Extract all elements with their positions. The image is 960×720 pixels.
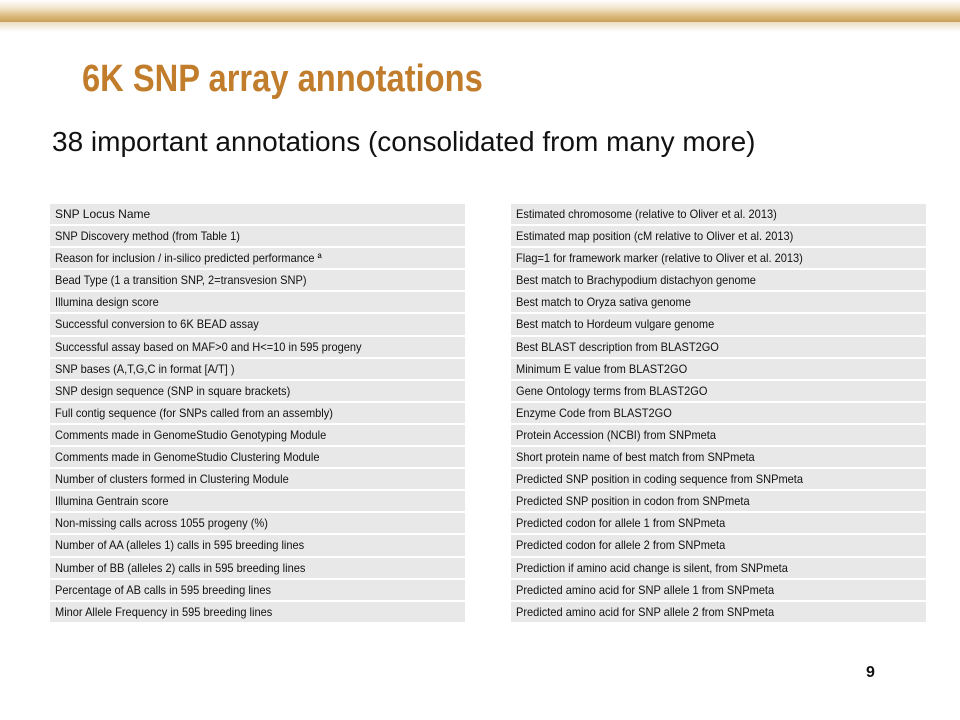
annotation-row: Best match to Brachypodium distachyon genome (511, 270, 926, 292)
annotation-row: Enzyme Code from BLAST2GO (511, 403, 926, 425)
slide-subtitle: 38 important annotations (consolidated from many more) (52, 126, 756, 157)
annotation-row: SNP design sequence (SNP in square brackets) (50, 381, 465, 403)
annotation-row: Comments made in GenomeStudio Clustering Module (50, 447, 465, 469)
annotation-row: Full contig sequence (for SNPs called from an assembly) (50, 403, 465, 425)
annotation-row: Prediction if amino acid change is silent, from SNPmeta (511, 558, 926, 580)
annotation-row: Estimated map position (cM relative to Oliver et al. 2013) (511, 226, 926, 248)
annotation-row: Number of clusters formed in Clustering Module (50, 469, 465, 491)
page-number: 9 (866, 664, 875, 681)
annotation-row: Protein Accession (NCBI) from SNPmeta (511, 425, 926, 447)
annotation-row: Comments made in GenomeStudio Genotyping Module (50, 425, 465, 447)
annotation-row: Estimated chromosome (relative to Oliver et al. 2013) (511, 204, 926, 226)
annotation-row: Predicted codon for allele 1 from SNPmeta (511, 513, 926, 535)
right-annotation-list (511, 204, 926, 624)
top-band-shadow (0, 22, 960, 32)
annotation-row: SNP bases (A,T,G,C in format [A/T] ) (50, 359, 465, 381)
left-annotation-list (50, 204, 465, 624)
annotation-row: Illumina Gentrain score (50, 491, 465, 513)
annotation-row: SNP Locus Name (50, 204, 465, 226)
annotation-row: Best match to Hordeum vulgare genome (511, 314, 926, 336)
slide-title: 6K SNP array annotations (82, 58, 483, 100)
annotation-row: Bead Type (1 a transition SNP, 2=transvesion SNP) (50, 270, 465, 292)
annotation-row: Minimum E value from BLAST2GO (511, 359, 926, 381)
annotation-row: Best BLAST description from BLAST2GO (511, 337, 926, 359)
annotation-row: Predicted SNP position in codon from SNPmeta (511, 491, 926, 513)
annotation-row: Non-missing calls across 1055 progeny (%) (50, 513, 465, 535)
annotation-row: Successful assay based on MAF>0 and H<=10 in 595 progeny (50, 337, 465, 359)
annotation-row: Gene Ontology terms from BLAST2GO (511, 381, 926, 403)
annotation-row: Number of AA (alleles 1) calls in 595 breeding lines (50, 535, 465, 557)
annotation-row: Successful conversion to 6K BEAD assay (50, 314, 465, 336)
annotation-row: Reason for inclusion / in-silico predicted performance ª (50, 248, 465, 270)
annotation-row: Predicted amino acid for SNP allele 2 from SNPmeta (511, 602, 926, 624)
annotation-row: Short protein name of best match from SNPmeta (511, 447, 926, 469)
annotation-row: Flag=1 for framework marker (relative to Oliver et al. 2013) (511, 248, 926, 270)
annotation-row: Number of BB (alleles 2) calls in 595 breeding lines (50, 558, 465, 580)
annotation-row: SNP Discovery method (from Table 1) (50, 226, 465, 248)
annotation-row: Predicted SNP position in coding sequence from SNPmeta (511, 469, 926, 491)
annotation-row: Predicted amino acid for SNP allele 1 from SNPmeta (511, 580, 926, 602)
annotation-row: Predicted codon for allele 2 from SNPmeta (511, 535, 926, 557)
annotation-row: Percentage of AB calls in 595 breeding lines (50, 580, 465, 602)
top-decorative-band (0, 0, 960, 22)
annotation-row: Best match to Oryza sativa genome (511, 292, 926, 314)
annotation-row: Minor Allele Frequency in 595 breeding lines (50, 602, 465, 624)
annotation-row: Illumina design score (50, 292, 465, 314)
